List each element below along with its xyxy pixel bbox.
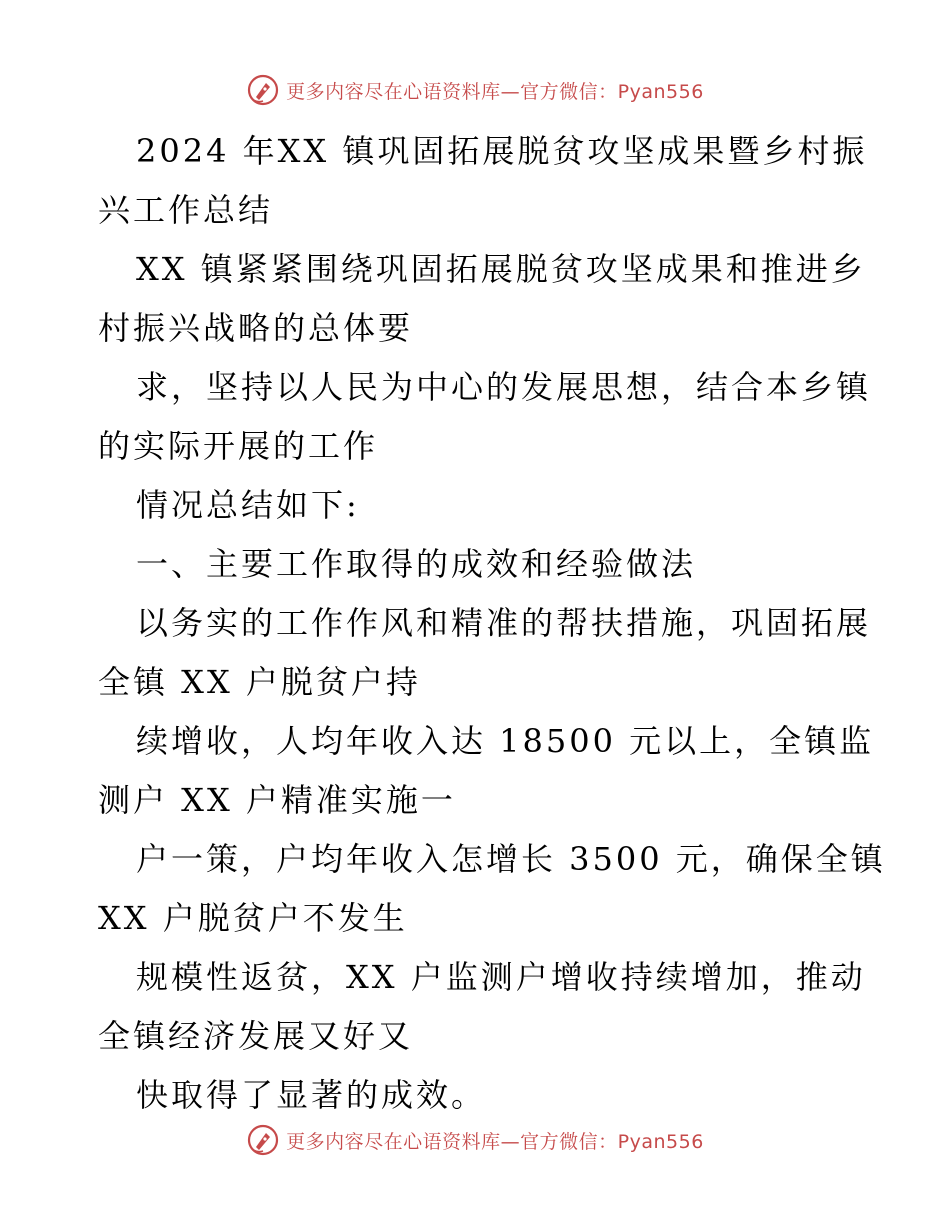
document-body [98, 122, 886, 1125]
paragraph-line: XX 镇紧紧围绕巩固拓展脱贫攻坚成果和推进乡 [136, 250, 866, 288]
paragraph-line: 测户 XX 户精准实施一 [98, 781, 456, 819]
paragraph-line: 规模性返贫，XX 户监测户增收持续增加，推动 [136, 958, 866, 996]
footer-banner-text: 更多内容尽在心语资料库—官方微信：Pyan556 [286, 1130, 704, 1153]
header-banner-text: 更多内容尽在心语资料库—官方微信：Pyan556 [286, 80, 704, 103]
paragraph-line: 情况总结如下: [136, 486, 360, 524]
title-line-2: 兴工作总结 [98, 191, 274, 229]
header-watermark-banner [0, 72, 950, 108]
footer-watermark-banner [0, 1122, 950, 1158]
paragraph-line: 的实际开展的工作 [98, 427, 379, 465]
paragraph-line: XX 户脱贫户不发生 [98, 899, 408, 937]
paragraph-line: 快取得了显著的成效。 [136, 1076, 487, 1114]
paragraph-line: 续增收，人均年收入达 18500 元以上，全镇监 [136, 722, 875, 760]
paragraph-line: 村振兴战略的总体要 [98, 309, 414, 347]
paragraph-line: 求，坚持以人民为中心的发展思想，结合本乡镇 [136, 368, 872, 406]
section-heading: 一、主要工作取得的成效和经验做法 [136, 545, 697, 583]
pen-nib-logo-icon [246, 1123, 280, 1157]
paragraph-line: 以务实的工作作风和精准的帮扶措施，巩固拓展 [136, 604, 872, 642]
paragraph-line: 全镇经济发展又好又 [98, 1017, 414, 1055]
pen-nib-logo-icon [246, 73, 280, 107]
title-line-1: 2024 年XX 镇巩固拓展脱贫攻坚成果暨乡村振 [136, 132, 868, 170]
paragraph-line: 全镇 XX 户脱贫户持 [98, 663, 421, 701]
paragraph-line: 户一策，户均年收入怎增长 3500 元，确保全镇 [136, 840, 886, 878]
